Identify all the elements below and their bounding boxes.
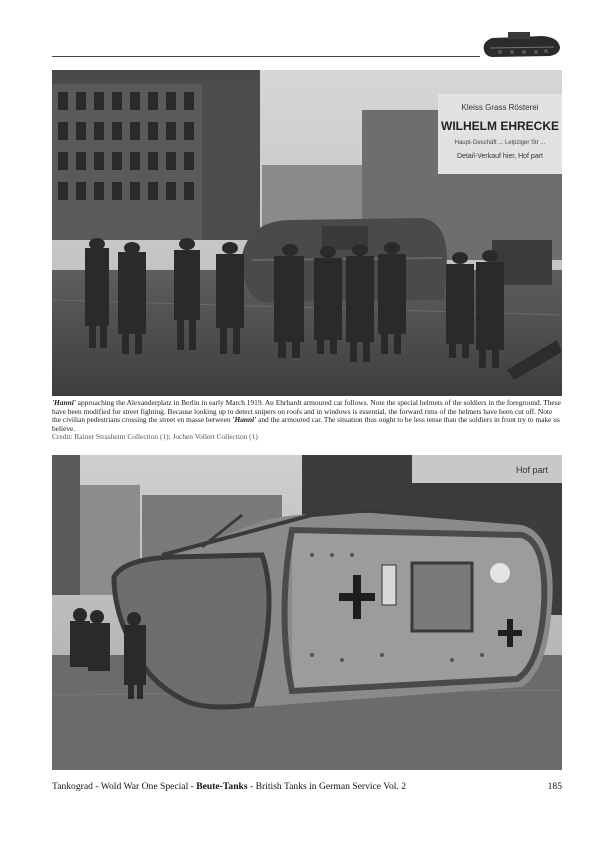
- sign-hof-part: Hof part: [515, 465, 549, 475]
- photo-credit: Credit: Rainer Strasheim Collection (1); Jochen Vollert Collection (1): [52, 432, 258, 442]
- sign-line-3: Haupt-Geschäft ... Leipziger Str ...: [454, 140, 546, 146]
- photo-caption: [52, 399, 562, 442]
- footer-subtitle: - British Tanks in German Service Vol. 2: [247, 781, 407, 792]
- caption-tank-name: 'Hanni': [52, 398, 76, 407]
- caption-text-a: approaching the Alexanderplatz in Berlin in early March 1919. An Ehrhardt armoured car follows. Note the special helmets of the soldiers in the foreground. These have been modified for street fighting. Because looking up to detect snipers on roofs and in windows is essential, the forward rims of the helmets have been cut off. Note the civilian pedestrians crossing the street en masse between: [52, 398, 561, 425]
- page-number: 185: [547, 781, 562, 792]
- sign-line-4: Detail-Verkauf hier, Hof part: [457, 153, 543, 160]
- footer-series-text: Tankograd - Wold War One Special -: [52, 781, 197, 792]
- caption-tank-name-2: 'Hanni': [232, 415, 257, 425]
- page-footer: [52, 781, 562, 792]
- header-rule: [52, 56, 480, 57]
- photo-hanni-alexanderplatz: [52, 70, 562, 396]
- photo-tank-street: [52, 455, 562, 770]
- sign-line-1: Kleiss Grass Rösterei: [461, 103, 539, 112]
- sign-line-2: WILHELM EHRECKE: [441, 119, 559, 133]
- caption-text-b: and the armoured car. The situation thus ought to be less tense than the soldiers in front try to make us believe.: [52, 415, 560, 433]
- tank-silhouette-icon: [480, 30, 562, 60]
- footer-title-bold: Beute-Tanks: [196, 781, 248, 792]
